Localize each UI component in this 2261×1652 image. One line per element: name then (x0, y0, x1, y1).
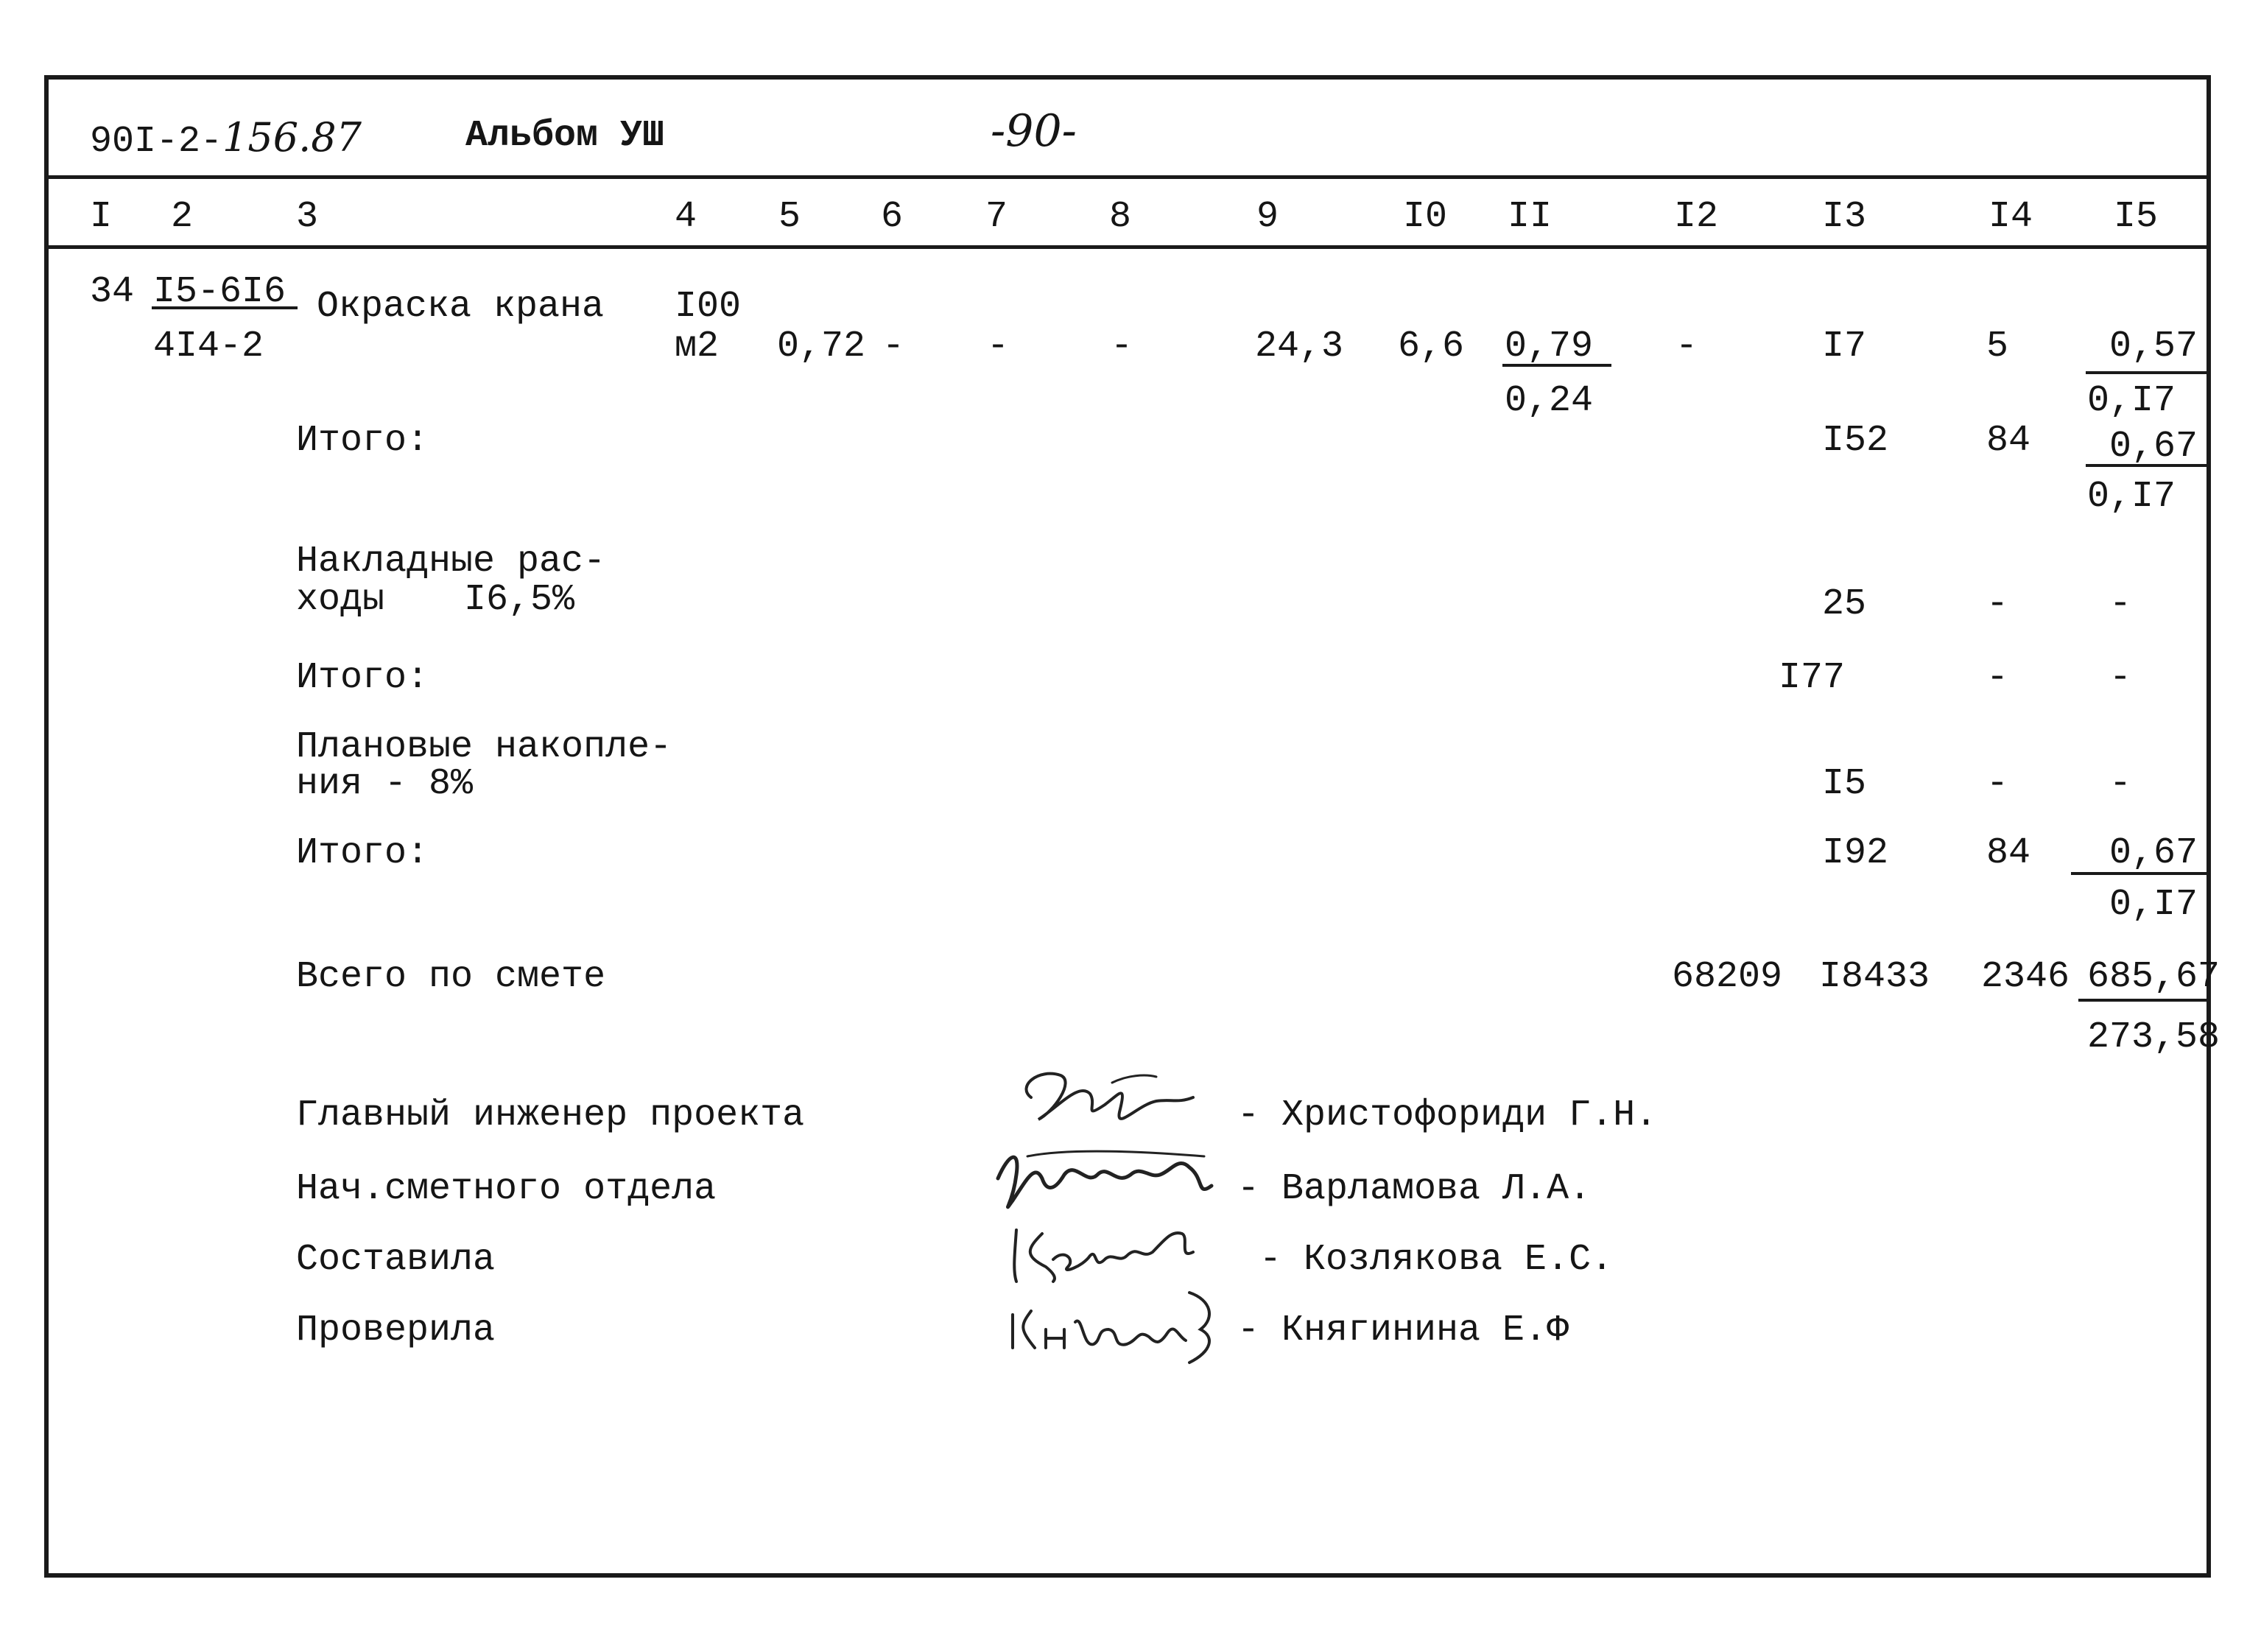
cell-col13: I5 (1822, 763, 1867, 805)
doc-code (90, 114, 362, 163)
col15-divider (2086, 464, 2211, 467)
cell-col11-bottom: 0,24 (1505, 380, 1594, 422)
handwritten-signature (1002, 1208, 1208, 1289)
col-header-12: I2 (1674, 196, 1719, 238)
cell-col15-top: 685,67 (2087, 956, 2220, 998)
cell-col14: - (1986, 657, 2009, 699)
col-header-13: I3 (1822, 196, 1867, 238)
signature-role: Нач.сметного отдела (296, 1168, 717, 1210)
col-header-1: I (90, 196, 113, 238)
cell-col15-top: 0,67 (2109, 832, 2198, 874)
cell-col14: 2346 (1981, 956, 2070, 998)
cell-col12: I77 (1779, 657, 1846, 699)
rate-code-bottom: 4I4-2 (153, 326, 264, 368)
signature-role: Главный инженер проекта (296, 1094, 805, 1136)
col-header-2: 2 (171, 196, 194, 238)
cell-col13: I52 (1822, 420, 1889, 462)
cell-col6: - (882, 326, 905, 368)
cell-col13: I92 (1822, 832, 1889, 874)
doc-code-suffix: 156.87 (222, 114, 362, 161)
col-header-9: 9 (1256, 196, 1279, 238)
signature-name: - Христофориди Г.Н. (1237, 1094, 1658, 1136)
cell-col15: - (2109, 763, 2132, 805)
planned-line2: ния - 8% (296, 763, 474, 805)
overhead-line2: ходы (296, 579, 385, 621)
album-label: Альбом УШ (465, 115, 665, 157)
total-label: Итого: (296, 657, 429, 699)
doc-code-prefix: 90I-2- (90, 121, 223, 163)
header-rule (44, 175, 2211, 179)
signature-name: - Княгинина Е.Ф (1237, 1310, 1569, 1352)
cell-col14: 84 (1986, 832, 2031, 874)
col15-divider (2078, 999, 2211, 1002)
planned-line1: Плановые накопле- (296, 726, 672, 768)
col-header-15: I5 (2114, 196, 2159, 238)
cell-col13: 25 (1822, 583, 1867, 625)
cell-col15-bottom: 0,I7 (2087, 380, 2176, 422)
col-header-7: 7 (985, 196, 1008, 238)
grand-total-label: Всего по смете (296, 956, 606, 998)
cell-col10: 6,6 (1398, 326, 1465, 368)
signature-role: Проверила (296, 1310, 496, 1352)
cell-col13: I8433 (1819, 956, 1930, 998)
rate-code-divider (152, 306, 298, 309)
work-name: Окраска крана (317, 286, 605, 328)
rate-code-top: I5-6I6 (153, 271, 286, 313)
overhead-line1: Накладные рас- (296, 541, 606, 583)
cell-col13: I7 (1822, 326, 1867, 368)
overhead-percent: I6,5% (464, 579, 575, 621)
col-header-3: 3 (296, 196, 319, 238)
col-header-8: 8 (1109, 196, 1132, 238)
cell-col14: 5 (1986, 326, 2009, 368)
signature-name: - Козлякова Е.С. (1259, 1239, 1614, 1281)
cell-col11-top: 0,79 (1505, 326, 1594, 368)
cell-col15: - (2109, 583, 2132, 625)
cell-col14: - (1986, 763, 2009, 805)
total-label: Итого: (296, 420, 429, 462)
cell-col14: - (1986, 583, 2009, 625)
col-header-10: I0 (1403, 196, 1448, 238)
handwritten-signature (1002, 1278, 1223, 1366)
col11-divider (1502, 364, 1611, 367)
cell-col15-bottom: 0,I7 (2109, 884, 2198, 926)
col-header-4: 4 (675, 196, 697, 238)
cell-col9: 24,3 (1255, 326, 1344, 368)
signature-role: Составила (296, 1239, 496, 1281)
signature-name: - Варламова Л.А. (1237, 1168, 1592, 1210)
handwritten-signature (1009, 1061, 1200, 1142)
cell-col15-bottom: 273,58 (2087, 1016, 2220, 1058)
cell-col15-top: 0,57 (2109, 326, 2198, 368)
column-header-rule (44, 245, 2211, 249)
row-number: 34 (90, 271, 135, 313)
cell-col15-top: 0,67 (2109, 426, 2198, 468)
unit-top: I00 (675, 286, 742, 328)
cell-col14: 84 (1986, 420, 2031, 462)
cell-col5: 0,72 (777, 326, 866, 368)
page-number: -90- (991, 105, 1077, 157)
col-header-6: 6 (881, 196, 904, 238)
unit-bottom: м2 (675, 326, 720, 368)
col-header-5: 5 (778, 196, 801, 238)
cell-col7: - (987, 326, 1010, 368)
cell-col15: - (2109, 657, 2132, 699)
cell-col8: - (1111, 326, 1133, 368)
total-label: Итого: (296, 832, 429, 874)
cell-col15-bottom: 0,I7 (2087, 476, 2176, 518)
col-header-11: II (1508, 196, 1553, 238)
col-header-14: I4 (1989, 196, 2033, 238)
col15-divider (2086, 371, 2211, 374)
cell-col12: - (1675, 326, 1698, 368)
col15-divider (2071, 872, 2211, 875)
cell-col12: 68209 (1672, 956, 1783, 998)
